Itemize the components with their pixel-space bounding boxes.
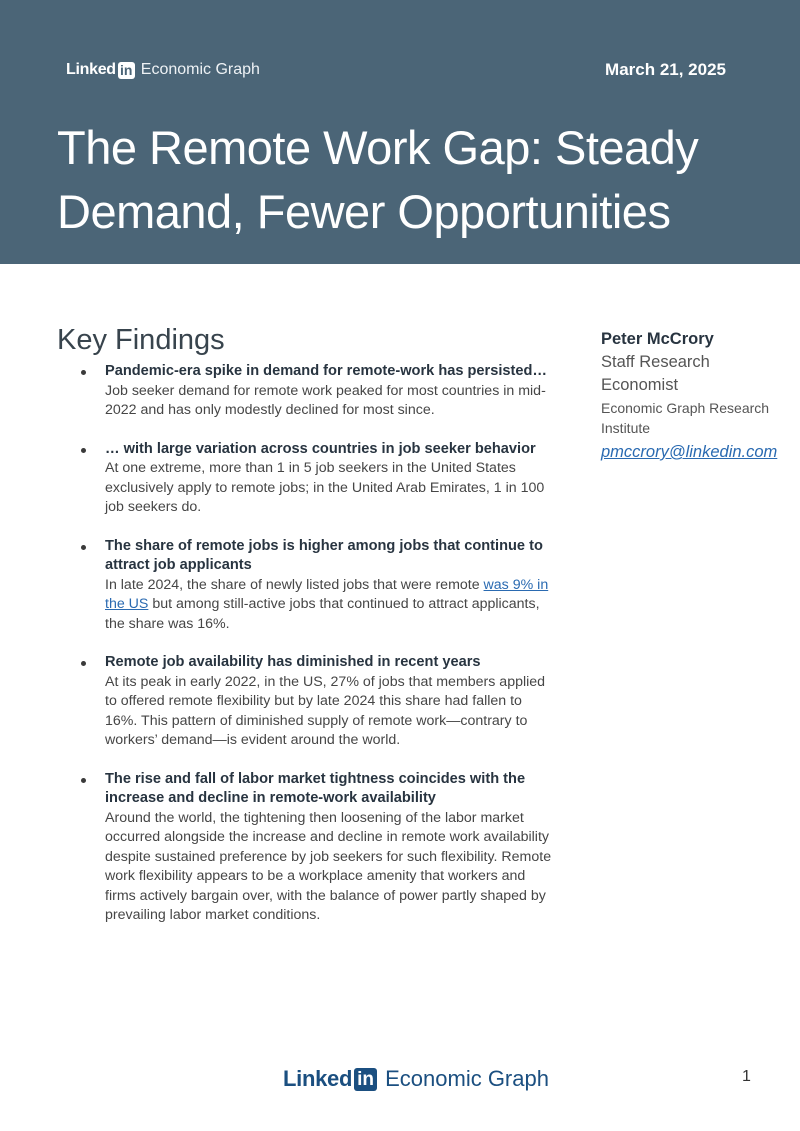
author-card [601,328,791,464]
linkedin-in-icon: in [118,62,135,79]
author-email-link[interactable]: pmccrory@linkedin.com [601,443,778,461]
author-name: Peter McCrory [601,330,714,348]
linkedin-economic-graph-logo[interactable] [66,58,260,82]
finding-item [78,770,558,926]
finding-body [105,576,558,635]
report-header [0,0,800,264]
finding-body: Around the world, the tightening then loosening of the labor market occurred alongside the increase and decline in remote work availability despite sustained preference by job seekers for such flexibility. Remote work flexibility appears to be a workplace amenity that workers and firms actively bargain over, with the balance of power partly shaped by prevailing labor market conditions. [105,809,552,923]
finding-heading: Remote job availability has diminished in recent years [105,654,481,670]
page-number: 1 [742,1068,751,1085]
finding-body: Job seeker demand for remote work peaked for most countries in mid-2022 and has only modestly declined for most since. [105,382,546,418]
finding-heading: Pandemic-era spike in demand for remote-work has persisted… [105,363,548,379]
finding-item [78,362,558,421]
report-date: March 21, 2025 [605,60,726,79]
finding-heading: … with large variation across countries in job seeker behavior [105,440,536,457]
author-institute: Economic Graph Research Institute [601,400,770,436]
linkedin-in-icon: in [354,1068,377,1091]
footer-linkedin-economic-graph-logo[interactable] [283,1064,549,1094]
report-title: The Remote Work Gap: Steady Demand, Fewer Opportunities [57,121,699,238]
finding-body-text: but among still-active jobs that continued to attract applicants, the share was 16%. [105,596,540,632]
finding-item [78,653,558,751]
finding-body: At one extreme, more than 1 in 5 job seekers in the United States exclusively apply to remote jobs; in the United Arab Emirates, 1 in 100 job seekers do. [105,460,545,515]
us-remote-share-link[interactable]: was 9% in the US [105,576,549,612]
key-findings-heading: Key Findings [57,324,225,356]
finding-body: At its peak in early 2022, in the US, 27% of jobs that members applied to offered remote flexibility but by late 2024 this share had fallen to 16%. This pattern of diminished supply of remote work—contrary to workers’ demand—is evident around the world. [105,673,546,748]
finding-item [78,537,558,635]
finding-heading: The rise and fall of labor market tightness coincides with the increase and decline in remote-work availability [105,770,526,806]
finding-heading: The share of remote jobs is higher among jobs that continue to attract job applicants [105,537,543,573]
logo-product-name: Economic Graph [140,61,260,78]
author-title: Staff Research Economist [601,353,710,394]
logo-wordmark: Linked [66,61,116,78]
logo-wordmark: Linked [283,1066,353,1091]
finding-item [78,440,558,518]
key-findings-list [78,362,558,945]
finding-body-text: In late 2024, the share of newly listed jobs that were remote [105,576,484,593]
logo-product-name: Economic Graph [385,1066,549,1091]
